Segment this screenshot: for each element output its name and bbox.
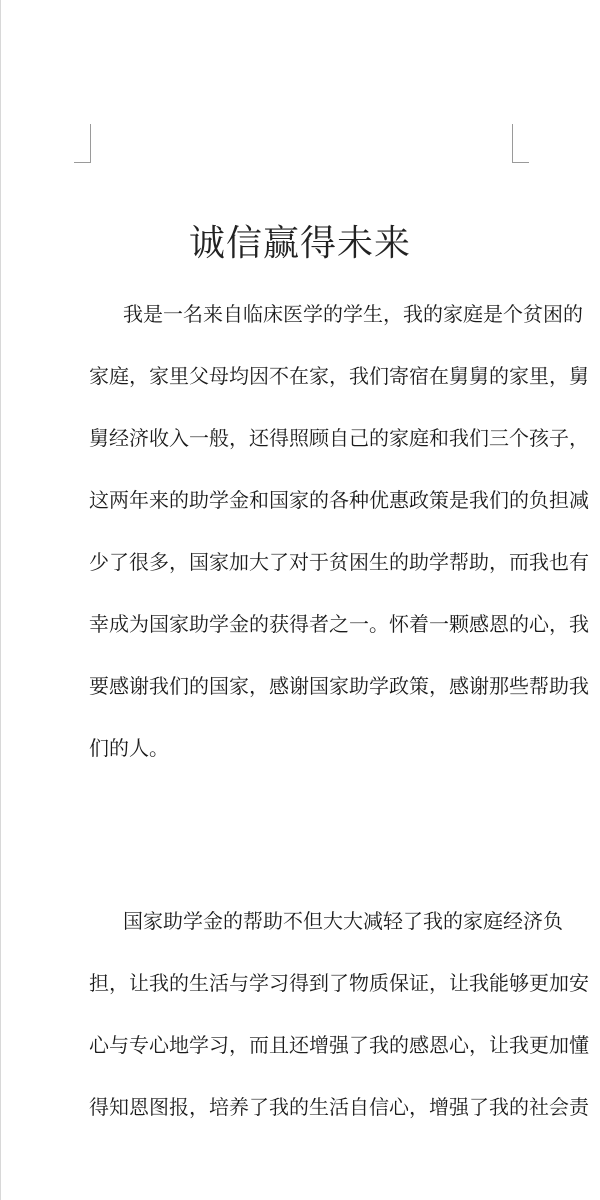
paragraph-line: 我是一名来自临床医学的学生，我的家庭是个贫困的 bbox=[123, 302, 583, 326]
paragraph-line: 心与专心地学习，而且还增强了我的感恩心，让我更加懂 bbox=[89, 1033, 589, 1057]
paragraph-2 bbox=[89, 890, 589, 1138]
margin-marker-top-right bbox=[512, 124, 529, 163]
paragraph-line: 家庭，家里父母均因不在家，我们寄宿在舅舅的家里，舅 bbox=[89, 364, 589, 388]
paragraph-line: 国家助学金的帮助不但大大减轻了我的家庭经济负 bbox=[123, 909, 563, 933]
paragraph-line: 得知恩图报，培养了我的生活自信心，增强了我的社会责 bbox=[89, 1095, 589, 1119]
paragraph-line: 要感谢我们的国家，感谢国家助学政策，感谢那些帮助我 bbox=[89, 674, 589, 698]
document-title: 诚信赢得未来 bbox=[188, 223, 411, 265]
paragraph-1 bbox=[89, 283, 589, 779]
margin-marker-top-left bbox=[74, 124, 91, 163]
paragraph-line: 担，让我的生活与学习得到了物质保证，让我能够更加安 bbox=[89, 971, 589, 995]
page-edge bbox=[0, 0, 1, 1200]
paragraph-line: 少了很多，国家加大了对于贫困生的助学帮助，而我也有 bbox=[89, 550, 589, 574]
paragraph-line: 这两年来的助学金和国家的各种优惠政策是我们的负担减 bbox=[89, 488, 589, 512]
paragraph-line: 幸成为国家助学金的获得者之一。怀着一颗感恩的心，我 bbox=[89, 612, 589, 636]
paragraph-line: 舅经济收入一般，还得照顾自己的家庭和我们三个孩子， bbox=[89, 426, 589, 450]
paragraph-line: 们的人。 bbox=[89, 736, 169, 760]
